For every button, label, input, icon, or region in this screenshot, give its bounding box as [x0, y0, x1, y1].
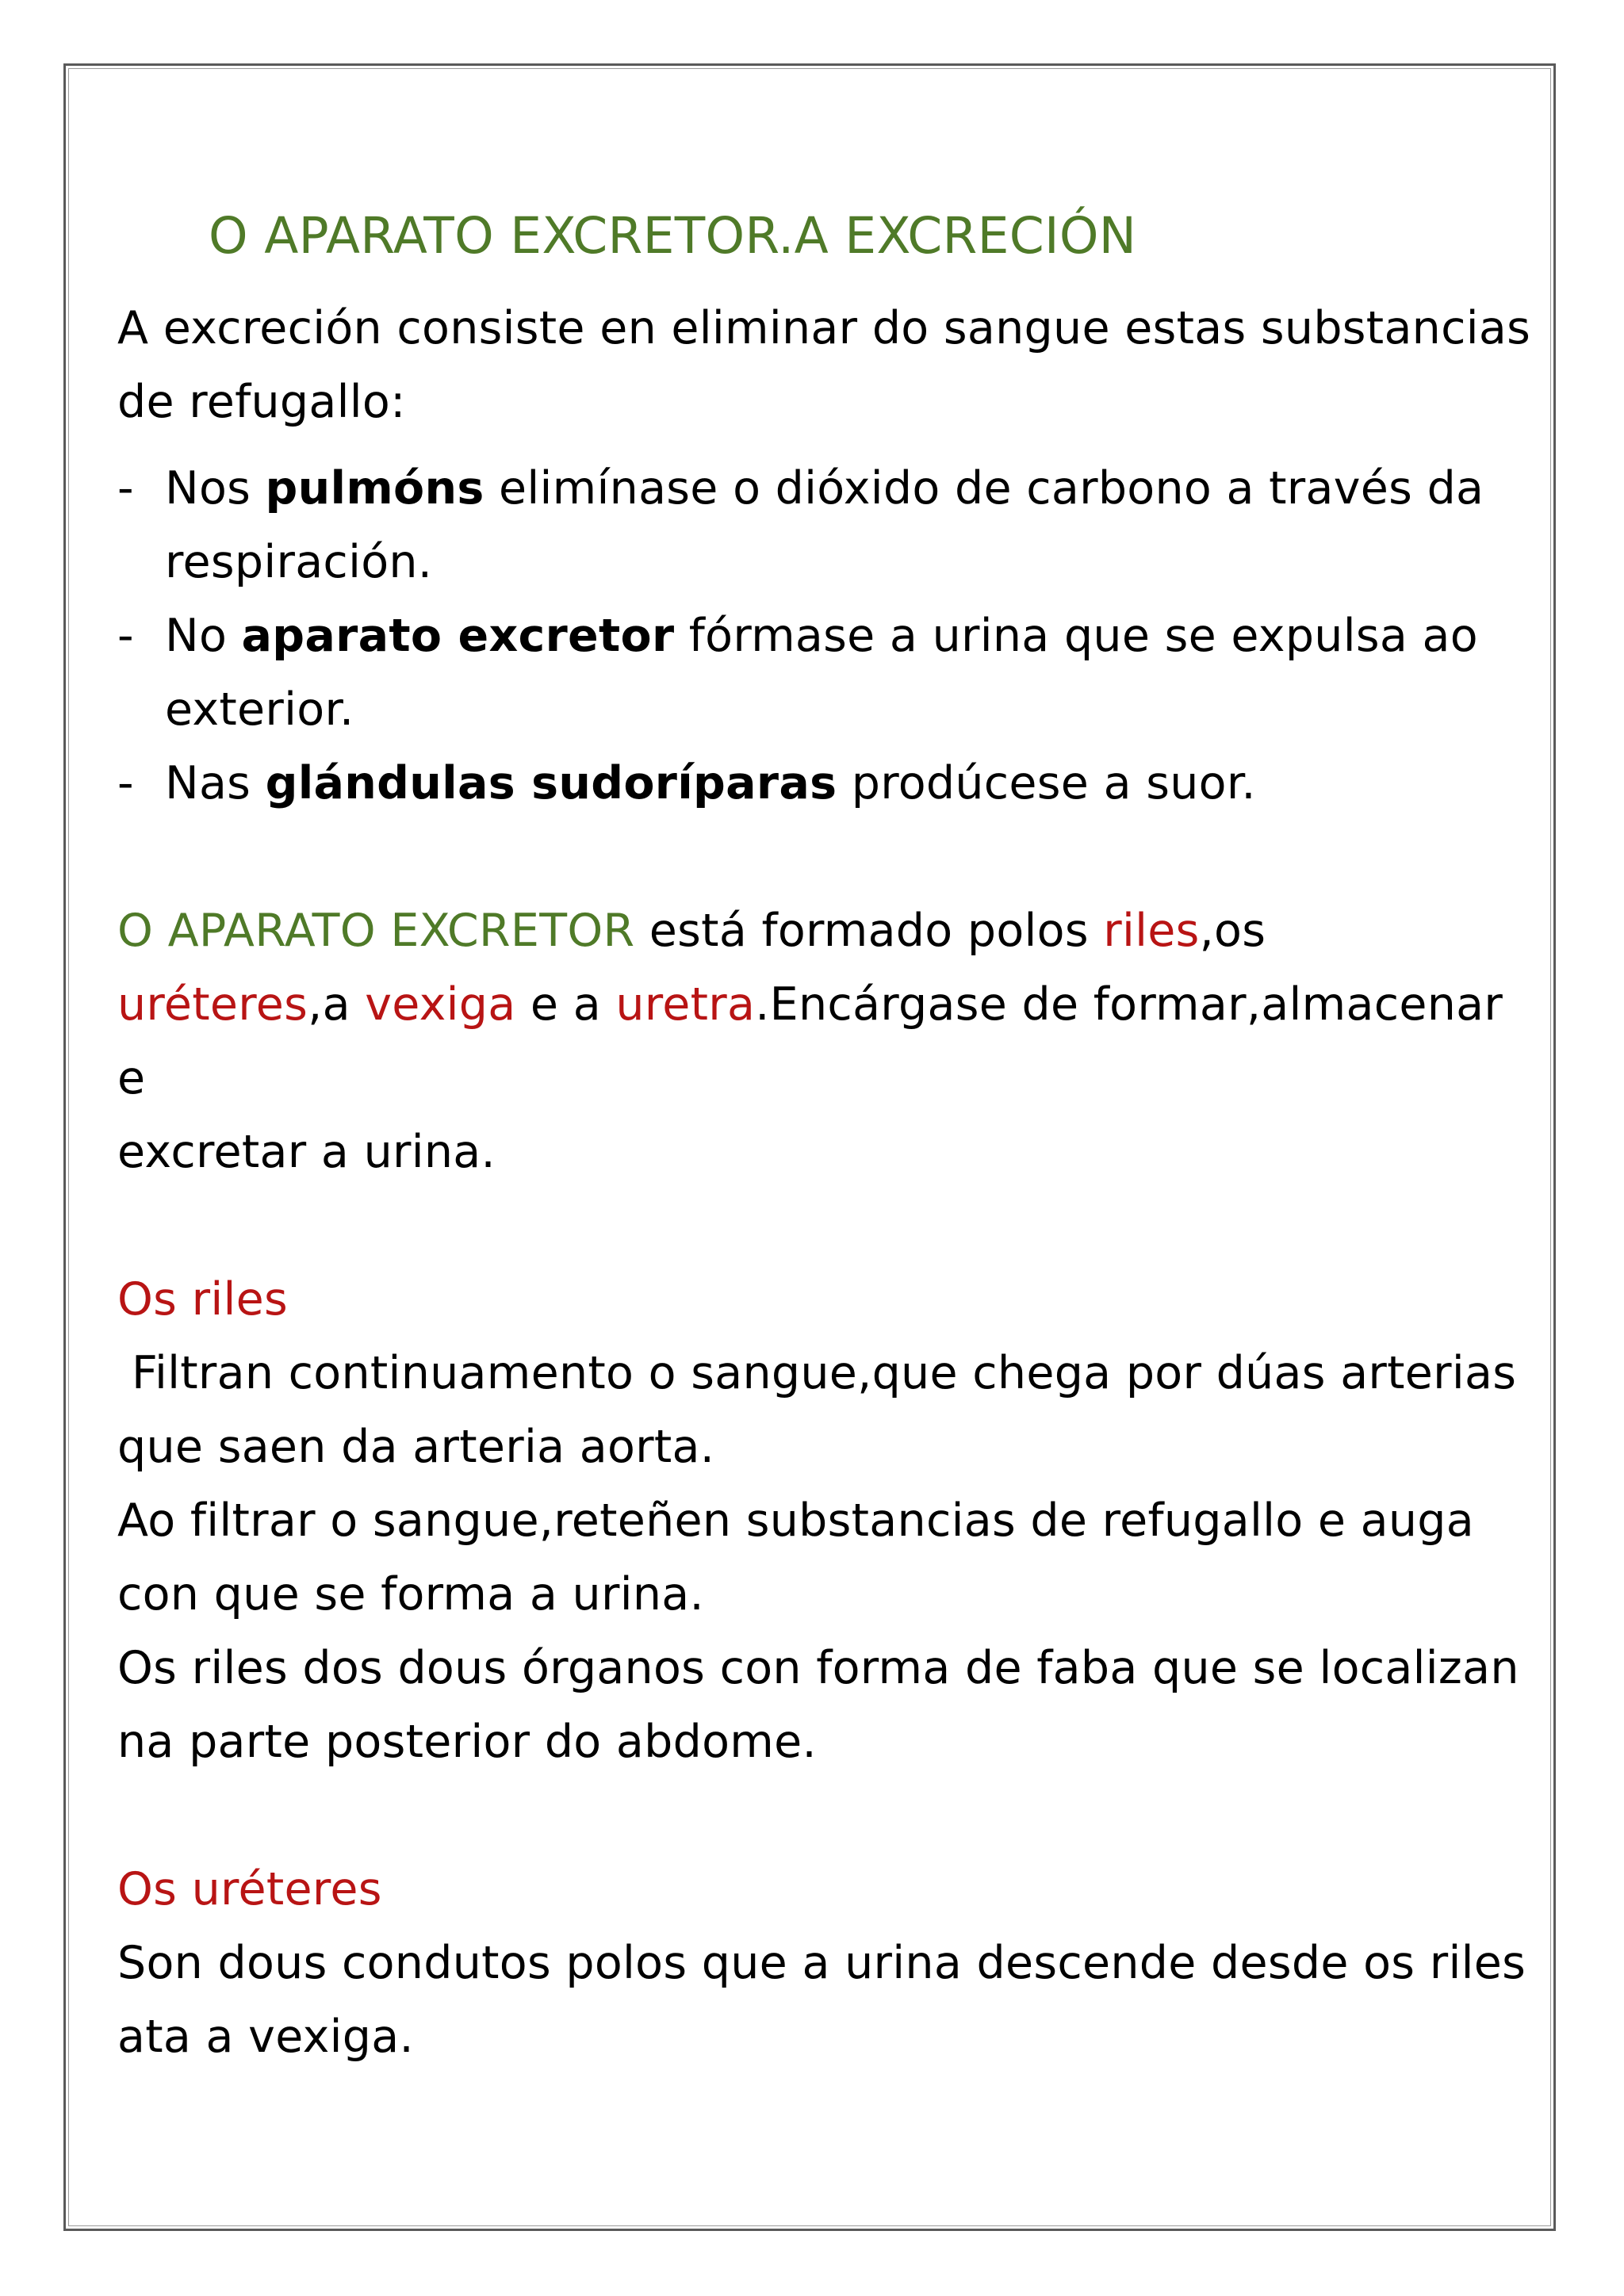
- paragraph-text: ,os: [1199, 905, 1266, 957]
- spacer: [117, 1779, 1545, 1853]
- paragraph-text: e a: [515, 978, 616, 1031]
- list-item-pulmons: [117, 452, 1545, 599]
- intro-line-2: de refugallo:: [117, 376, 406, 428]
- page-title: O APARATO EXCRETOR.A EXCRECIÓN: [209, 207, 1137, 265]
- excretion-list: [117, 452, 1545, 821]
- term-vexiga: vexiga: [365, 978, 516, 1031]
- term-ureteres: uréteres: [117, 978, 308, 1031]
- list-dash: -: [117, 462, 134, 515]
- riles-line-5: Os riles dos dous órganos con forma de faba que se localizan: [117, 1642, 1519, 1694]
- term-aparato-excretor-heading: O APARATO EXCRETOR: [117, 905, 635, 957]
- riles-line-2: que saen da arteria aorta.: [117, 1421, 715, 1473]
- term-glandulas-sudoriparas: glándulas sudoríparas: [265, 757, 837, 809]
- term-uretra: uretra: [615, 978, 756, 1031]
- riles-line-3: Ao filtrar o sangue,reteñen substancias de refugallo e auga: [117, 1494, 1474, 1547]
- section-heading-ureteres: Os uréteres: [117, 1863, 382, 1915]
- list-item-text: elimínase o dióxido de carbono a través da: [484, 462, 1484, 515]
- term-pulmons: pulmóns: [265, 462, 485, 515]
- paragraph-text: ,a: [308, 978, 366, 1031]
- aparato-paragraph: [117, 894, 1545, 1189]
- paragraph-text: está formado polos: [634, 905, 1104, 957]
- intro-line-1: A excreción consiste en eliminar do sangue estas substancias: [117, 302, 1531, 354]
- list-item-text: fórmase a urina que se expulsa ao: [674, 610, 1478, 662]
- list-item-prefix: Nos: [165, 462, 266, 515]
- list-item-aparato-excretor: [117, 599, 1545, 747]
- document-body: [117, 198, 1545, 2074]
- list-item-prefix: Nas: [165, 757, 266, 809]
- riles-line-4: con que se forma a urina.: [117, 1568, 704, 1621]
- list-dash: -: [117, 757, 134, 809]
- list-item-glandulas: [117, 747, 1545, 821]
- section-heading-riles: Os riles: [117, 1273, 288, 1326]
- paragraph-text: excretar a urina.: [117, 1126, 496, 1178]
- list-item-prefix: No: [165, 610, 242, 662]
- list-item-text: prodúcese a suor.: [837, 757, 1256, 809]
- list-dash: -: [117, 610, 134, 662]
- riles-line-1: Filtran continuamento o sangue,que chega por dúas arterias: [132, 1347, 1517, 1399]
- term-riles: riles: [1103, 905, 1200, 957]
- ureteres-line-2: ata a vexiga.: [117, 2011, 414, 2063]
- spacer: [117, 1189, 1545, 1263]
- list-item-text-cont: respiración.: [165, 536, 433, 588]
- paragraph-text: .Encárgase de formar,almacenar e: [117, 978, 1503, 1104]
- riles-line-6: na parte posterior do abdome.: [117, 1716, 817, 1768]
- list-item-text-cont: exterior.: [165, 683, 354, 736]
- term-aparato-excretor: aparato excretor: [241, 610, 675, 662]
- spacer: [117, 821, 1545, 894]
- ureteres-line-1: Son dous condutos polos que a urina descende desde os riles: [117, 1937, 1526, 1989]
